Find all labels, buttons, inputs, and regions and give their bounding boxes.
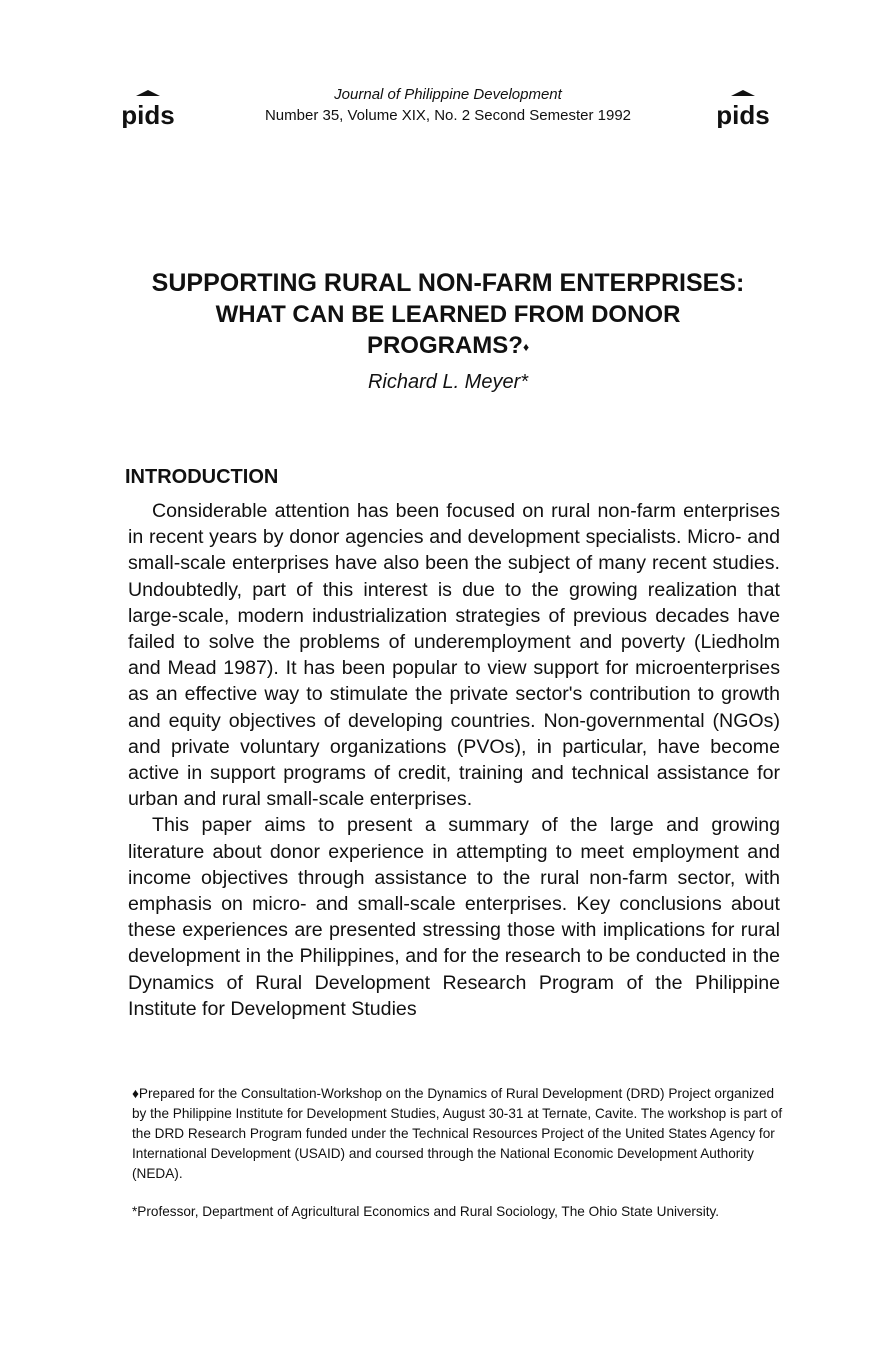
footnote-2: *Professor, Department of Agricultural Economics and Rural Sociology, The Ohio State University.	[132, 1204, 720, 1219]
title-line-1: SUPPORTING RURAL NON-FARM ENTERPRISES:	[151, 269, 745, 298]
pids-logo-right	[711, 88, 775, 128]
article-title	[110, 268, 786, 361]
footnotes	[132, 1084, 784, 1222]
journal-name: Journal of Philippine Development	[334, 86, 562, 103]
title-line-3: PROGRAMS?	[366, 332, 523, 360]
paragraph-1: Considerable attention has been focused on rural non-farm enterprises in recent years by donor agencies and development specialists. Micro- and small-scale enterprises have also been the subject of many recent studies. Undoubtedly, part of this interest is due to the growing realization that large-scale, modern industrialization strategies of previous decades have failed to solve the problems of underemployment and poverty (Liedholm and Mead 1987). It has been popular to view support for microenterprises as an effective way to stimulate the private sector's contribution to growth and equity objectives of developing countries. Non-governmental (NGOs) and private voluntary organizations (PVOs), in particular, have become active in support programs of credit, training and technical assistance for urban and rural small-scale enterprises.	[128, 500, 780, 811]
section-heading: INTRODUCTION	[125, 466, 279, 488]
title-footnote-marker: ♦	[522, 340, 530, 355]
journal-header	[200, 84, 696, 126]
logo-text: pids	[716, 100, 770, 128]
paragraph-2: This paper aims to present a summary of the large and growing literature about donor experience in attempting to meet employment and income objectives through assistance to the rural non-farm sector, with emphasis on micro- and small-scale enterprises. Key conclusions about these experiences are presented stressing those with implications for rural development in the Philippines, and for the research to be conducted in the Dynamics of Rural Development Research Program of the Philippine Institute for Development Studies	[128, 814, 780, 1020]
title-line-2: WHAT CAN BE LEARNED FROM DONOR	[215, 301, 681, 329]
body-text	[128, 498, 780, 1022]
issue-info: Number 35, Volume XIX, No. 2 Second Semester 1992	[264, 107, 632, 124]
author-name: Richard L. Meyer*	[367, 371, 529, 393]
pids-logo-left	[116, 88, 180, 128]
logo-text: pids	[121, 100, 175, 128]
footnote-1: ♦Prepared for the Consultation-Workshop on the Dynamics of Rural Development (DRD) Project organized by the Philippine Institute for Development Studies, August 30-31 at Ternate, Cavite. The workshop is part of the DRD Research Program funded under the Technical Resources Project of the United States Agency for International Development (USAID) and coursed through the National Economic Development Authority (NEDA).	[132, 1086, 783, 1181]
